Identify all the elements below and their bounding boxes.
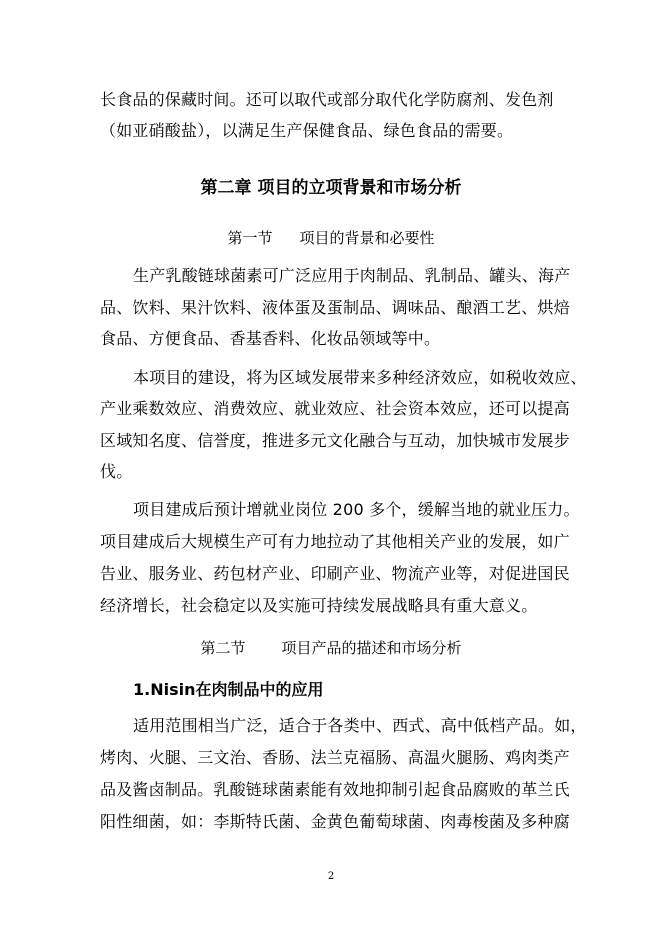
paragraph-line: 品、饮料、果汁饮料、液体蛋及蛋制品、调味品、酿酒工艺、烘焙 (100, 298, 570, 317)
paragraph-line: 阳性细菌，如：李斯特氏菌、金黄色葡萄球菌、肉毒梭菌及多种腐 (100, 812, 570, 831)
paragraph-line: 区域知名度、信誉度，推进多元文化融合与互动，加快城市发展步 (100, 431, 570, 450)
section-title: 第一节 项目的背景和必要性 (227, 229, 435, 247)
page-number: 2 (327, 871, 335, 882)
paragraph-line: 适用范围相当广泛，适合于各类中、西式、高中低档产品。如， (133, 716, 587, 735)
paragraph-line: 生产乳酸链球菌素可广泛应用于肉制品、乳制品、罐头、海产 (133, 266, 571, 285)
paragraph-line: （如亚硝酸盐），以满足生产保健食品、绿色食品的需要。 (100, 121, 514, 140)
paragraph-line: 伐。 (100, 462, 133, 481)
paragraph-line: 本项目的建设，将为区域发展带来多种经济效应，如税收效应、 (133, 368, 587, 387)
paragraph-line: 告业、服务业、药包材产业、印刷产业、物流产业等，对促进国民 (100, 564, 570, 583)
paragraph-line: 烤肉、火腿、三文治、香肠、法兰克福肠、高温火腿肠、鸡肉类产 (100, 748, 570, 767)
paragraph-line: 经济增长，社会稳定以及实施可持续发展战略具有重大意义。 (100, 596, 538, 615)
paragraph-line: 产业乘数效应、消费效应、就业效应、社会资本效应，还可以提高 (100, 399, 570, 418)
paragraph-line: 长食品的保藏时间。还可以取代或部分取代化学防腐剂、发色剂 (100, 90, 554, 109)
subheading: 1.Nisin在肉制品中的应用 (133, 680, 324, 699)
section-title: 第二节 项目产品的描述和市场分析 (200, 639, 462, 657)
paragraph-line: 项目建成后大规模生产可有力地拉动了其他相关产业的发展，如广 (100, 532, 570, 551)
paragraph-line: 项目建成后预计增就业岗位 200 多个，缓解当地的就业压力。 (133, 500, 580, 519)
paragraph-line: 品及酱卤制品。乳酸链球菌素能有效地抑制引起食品腐败的革兰氏 (100, 780, 570, 799)
paragraph-line: 食品、方便食品、香基香料、化妆品领域等中。 (100, 329, 441, 348)
chapter-title: 第二章 项目的立项背景和市场分析 (200, 178, 462, 198)
